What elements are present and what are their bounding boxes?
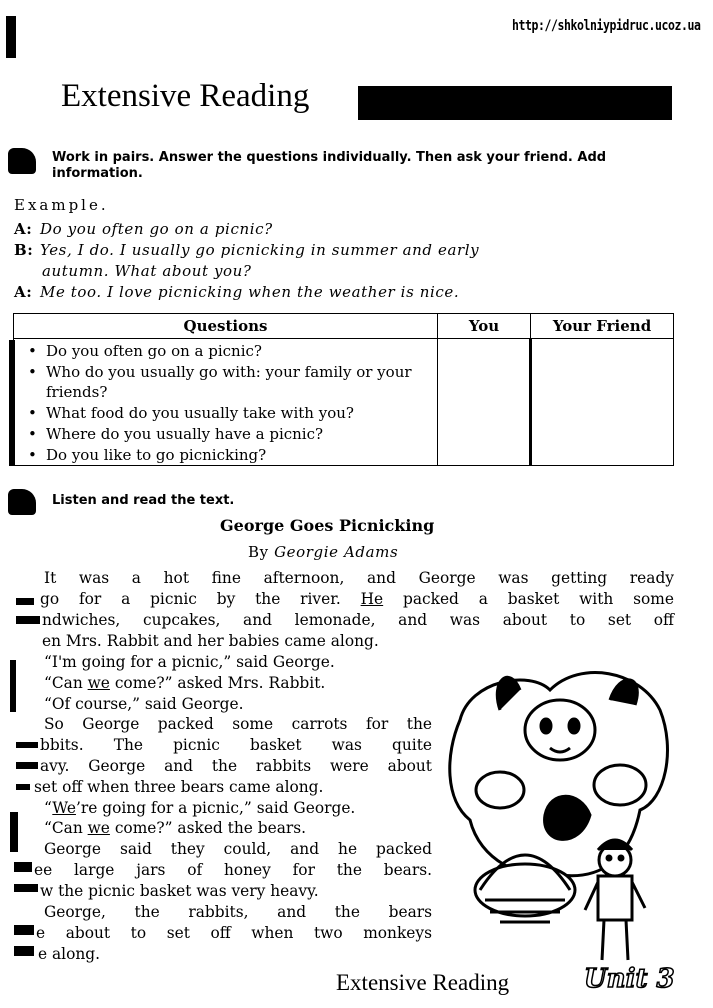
header-questions: Questions	[14, 314, 438, 339]
story-line	[18, 818, 432, 839]
header-you: You	[438, 314, 531, 339]
example-text: autumn. What about you?	[42, 262, 252, 280]
question-item: • Who do you usually go with: your family or your friends?	[14, 362, 437, 403]
story-line: “Of course,” said George.	[44, 695, 244, 713]
story-text: “Can	[44, 819, 88, 837]
margin-mark	[16, 616, 40, 624]
story-line	[40, 589, 674, 610]
story-underlined-word: We	[52, 799, 76, 817]
example-text: Yes, I do. I usually go picnicking in summer and early	[40, 241, 480, 259]
margin-mark	[14, 946, 34, 956]
task-2-instruction: Listen and read the text.	[52, 493, 235, 508]
story-line: ndwiches, cupcakes, and lemonade, and was about to set off	[42, 611, 674, 629]
source-url: http://shkolniypidruc.ucoz.ua	[512, 18, 701, 34]
example-line-4	[14, 282, 459, 302]
questions-table	[13, 313, 674, 466]
story-line: e along.	[38, 945, 101, 963]
story-text: come?” asked Mrs. Rabbit.	[109, 674, 326, 692]
margin-mark	[16, 742, 38, 748]
story-line: en Mrs. Rabbit and her babies came along.	[42, 632, 379, 650]
story-text: “Can	[44, 674, 88, 692]
margin-mark	[16, 598, 34, 605]
margin-mark	[14, 925, 34, 935]
story-line: George said they could, and he packed	[44, 840, 432, 858]
story-text: come?” asked the bears.	[109, 819, 307, 837]
margin-mark	[14, 862, 32, 872]
story-line: So George packed some carrots for the	[44, 715, 432, 733]
margin-mark	[14, 884, 38, 892]
task-number-2-badge	[8, 489, 36, 515]
questions-cell	[14, 339, 438, 466]
example-line-3	[42, 261, 252, 281]
unit-badge: Unit 3	[584, 964, 675, 994]
story-underlined-word: we	[87, 819, 110, 837]
story-line: set off when three bears came along.	[34, 778, 324, 796]
margin-mark	[16, 784, 30, 790]
margin-mark	[9, 340, 15, 466]
margin-mark	[10, 812, 18, 852]
speaker-label: B:	[14, 241, 34, 259]
story-line: “We’re going for a picnic,” said George.	[44, 799, 356, 817]
story-line: bbits. The picnic basket was quite	[40, 736, 432, 754]
margin-mark	[6, 16, 16, 58]
footer-title: Extensive Reading	[336, 970, 510, 995]
picnic-illustration	[440, 660, 676, 966]
header-your-friend: Your Friend	[531, 314, 674, 339]
margin-mark	[10, 660, 16, 712]
question-item: • Do you like to go picnicking?	[14, 445, 437, 466]
question-item: • Do you often go on a picnic?	[14, 341, 437, 362]
task-1-instruction: Work in pairs. Answer the questions individually. Then ask your friend. Add information.	[52, 150, 607, 181]
example-line-1	[14, 219, 273, 239]
story-line: “I'm going for a picnic,” said George.	[44, 653, 335, 671]
page-title: Extensive Reading	[61, 78, 310, 114]
redaction-block	[358, 86, 672, 120]
story-line: George, the rabbits, and the bears	[44, 903, 432, 921]
question-item: • Where do you usually have a picnic?	[14, 424, 437, 445]
story-text: packed a basket with some	[383, 590, 674, 608]
story-line: It was a hot fine afternoon, and George was getting ready	[44, 569, 674, 587]
story-text: ’re going for a picnic,” said George.	[75, 799, 356, 817]
story-author: Georgie Adams	[274, 543, 399, 561]
story-byline	[248, 543, 398, 561]
example-label: Example.	[14, 196, 109, 214]
story-line	[18, 673, 432, 694]
example-text: Me too. I love picnicking when the weather is nice.	[40, 283, 460, 301]
margin-mark	[16, 762, 38, 769]
story-line: e about to set off when two monkeys	[36, 924, 432, 942]
story-title: George Goes Picnicking	[220, 516, 435, 535]
answer-cell-friend[interactable]	[531, 339, 674, 466]
example-text: Do you often go on a picnic?	[40, 220, 273, 238]
story-line: ee large jars of honey for the bears.	[34, 861, 432, 879]
speaker-label: A:	[14, 220, 33, 238]
story-text: go for a picnic by the river.	[40, 590, 361, 608]
example-line-2	[14, 240, 479, 260]
speaker-label: A:	[14, 283, 33, 301]
byline-by: By	[248, 543, 269, 561]
story-underlined-word: He	[360, 590, 384, 608]
story-underlined-word: we	[87, 674, 110, 692]
question-item: • What food do you usually take with you?	[14, 403, 437, 424]
answer-cell-you[interactable]	[438, 339, 531, 466]
story-line: avy. George and the rabbits were about	[40, 757, 432, 775]
story-line: w the picnic basket was very heavy.	[40, 882, 319, 900]
task-number-1-badge	[8, 148, 36, 174]
